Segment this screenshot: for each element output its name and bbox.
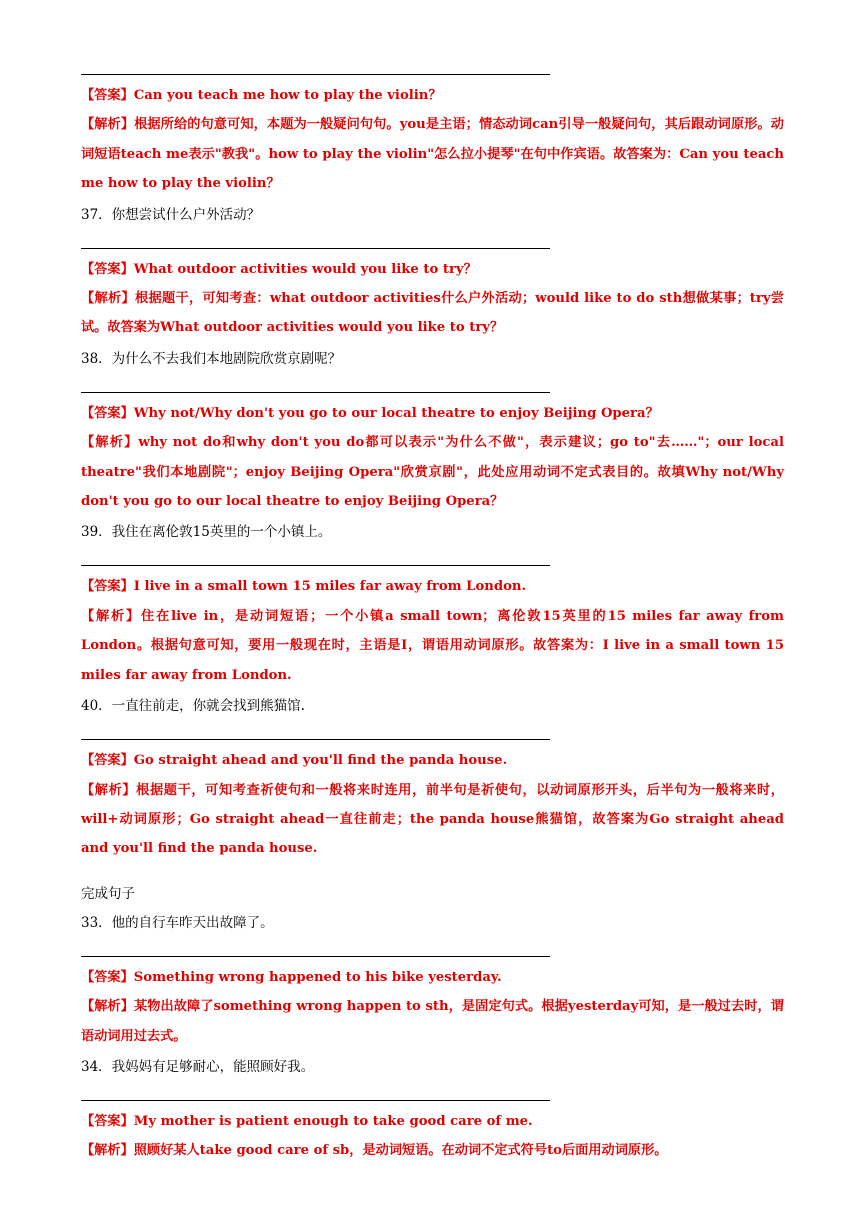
answer-blank-line	[81, 230, 550, 249]
item-33	[81, 909, 784, 1051]
answer-blank-line	[81, 938, 550, 957]
answer-text: 【答案】My mother is patient enough to take good care of me.	[81, 1113, 533, 1129]
answer-text: 【答案】I live in a small town 15 miles far away from London.	[81, 579, 527, 595]
answer-text: 【答案】What outdoor activities would you like to try？	[81, 261, 477, 277]
item-40	[81, 692, 784, 864]
answer-text: 【答案】Something wrong happened to his bike yesterday.	[81, 969, 502, 985]
answer-blank-line	[81, 547, 550, 566]
analysis-text: 【解析】why not do和why don't you do都可以表示"为什么不做"，表示建议；go to"去……"；our local theatre"我们本地剧院"；enjoy Beijing Opera"欣赏京剧"，此处应用动词不定式表目的。故填Why not/Why don't you go to our local theatre to enjoy Beijing Opera？	[81, 435, 784, 510]
section-title: 完成句子	[81, 885, 135, 902]
answer-blank-line	[81, 1082, 550, 1101]
item-37	[81, 201, 784, 343]
item-39	[81, 518, 784, 690]
analysis-text: 【解析】住在live in，是动词短语；一个小镇a small town；离伦敦15英里的15 miles far away from London。根据句意可知，要用一般现在时，主语是I，谓语用动词原形。故答案为：I live in a small town 15 miles far away from London.	[81, 608, 784, 683]
answer-blank-line	[81, 721, 550, 740]
analysis-text: 【解析】照顾好某人take good care of sb，是动词短语。在动词不定式符号to后面用动词原形。	[81, 1143, 668, 1159]
answer-text: 【答案】Can you teach me how to play the violin？	[81, 88, 442, 103]
item-36	[81, 62, 784, 199]
item-34	[81, 1053, 784, 1166]
question-text: 39．我住在离伦敦15英里的一个小镇上。	[81, 524, 332, 541]
question-text: 38．为什么不去我们本地剧院欣赏京剧呢？	[81, 350, 342, 367]
question-text: 40．一直往前走，你就会找到熊猫馆.	[81, 698, 305, 715]
question-text: 37．你想尝试什么户外活动？	[81, 206, 261, 223]
analysis-text: 【解析】根据所给的句意可知，本题为一般疑问句句。you是主语；情态动词can引导一般疑问句，其后跟动词原形。动词短语teach me表示"教我"。how to play the violin"怎么拉小提琴"在句中作宾语。故答案为：Can you teach me how to play the violin？	[81, 117, 784, 192]
answer-blank-line	[81, 374, 550, 393]
answer-blank-line	[81, 62, 550, 75]
analysis-text: 【解析】根据题干，可知考查：what outdoor activities什么户外活动；would like to do sth想做某事；try尝试。故答案为What outdoor activities would you like to try？	[81, 291, 784, 336]
question-text: 33．他的自行车昨天出故障了。	[81, 914, 274, 931]
item-38	[81, 345, 784, 517]
answer-text: 【答案】Go straight ahead and you'll find the panda house.	[81, 753, 508, 769]
analysis-text: 【解析】根据题干，可知考查祈使句和一般将来时连用，前半句是祈使句，以动词原形开头，后半句为一般将来时，will+动词原形；Go straight ahead一直往前走；the panda house熊猫馆，故答案为Go straight ahead and you'll find the panda house.	[81, 782, 784, 857]
answer-text: 【答案】Why not/Why don't you go to our local theatre to enjoy Beijing Opera？	[81, 405, 659, 421]
document-page	[81, 62, 784, 1166]
analysis-text: 【解析】某物出故障了something wrong happen to sth，是固定句式。根据yesterday可知，是一般过去时，谓语动词用过去式。	[81, 999, 784, 1044]
question-text: 34．我妈妈有足够耐心，能照顾好我。	[81, 1058, 315, 1075]
